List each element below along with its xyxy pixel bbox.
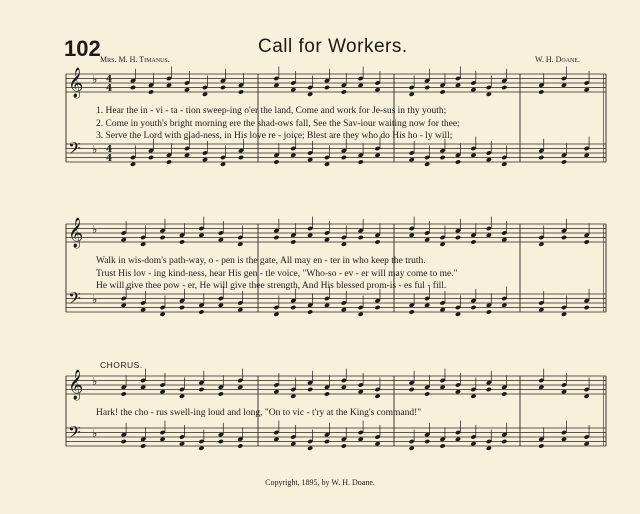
note-head: [324, 391, 330, 396]
note-head: [148, 89, 154, 94]
note-head: [358, 235, 364, 240]
verse-line: 1. Hear the in - vi - ta - tion sweep-ing o'er the land, Come and work for Je-sus in thy youth;: [96, 106, 447, 116]
note-head: [273, 159, 279, 164]
lyricist-credit: Mrs. M. H. Timanus.: [100, 55, 170, 64]
note-head: [324, 439, 330, 444]
note-head: [220, 85, 226, 90]
flat-icon: ♭: [92, 223, 98, 236]
bass-clef-icon: 𝄢: [68, 288, 81, 312]
note-head: [486, 387, 492, 392]
note-head: [159, 235, 165, 240]
note-head: [538, 89, 544, 94]
time-signature: 4: [106, 84, 113, 94]
note-head: [237, 443, 243, 448]
chorus-lyrics: [96, 407, 421, 420]
flat-icon: ♭: [92, 73, 98, 86]
note-head: [470, 305, 476, 310]
system-1-lyrics: [96, 105, 460, 143]
note-head: [341, 155, 347, 160]
verse-line: Walk in wis-dom's path-way, o - pen is the gate, All may en - ter in who keep the truth.: [96, 256, 426, 266]
note-head: [198, 309, 204, 314]
note-head: [538, 155, 544, 160]
note-head: [409, 387, 415, 392]
flat-icon: ♭: [92, 375, 98, 388]
note-head: [455, 235, 461, 240]
note-head: [307, 309, 313, 314]
note-head: [584, 305, 590, 310]
note-head: [121, 391, 127, 396]
note-head: [439, 89, 445, 94]
note-head: [501, 85, 507, 90]
note-head: [166, 159, 172, 164]
note-head: [561, 235, 567, 240]
note-head: [148, 155, 154, 160]
note-head: [140, 443, 146, 448]
hymn-title: Call for Workers.: [258, 36, 408, 57]
note-head: [130, 85, 136, 90]
bass-clef-icon: 𝄢: [68, 138, 81, 162]
verse-line: He will give thee pow - er, He will give thee strength, And His blessed prom-is - es ful - fill.: [96, 281, 447, 291]
note-head: [374, 239, 380, 244]
note-head: [290, 305, 296, 310]
note-head: [409, 309, 415, 314]
note-head: [273, 235, 279, 240]
flat-icon: ♭: [92, 293, 98, 306]
copyright-notice: Copyright, 1895, by W. H. Doane.: [265, 478, 375, 487]
verse-line: Trust His lov - ing kind-ness, hear His gen - tle voice, "Who-so - ev - er will may come to me.": [96, 268, 458, 279]
note-head: [470, 239, 476, 244]
note-head: [538, 443, 544, 448]
system-2-lyrics: [96, 255, 457, 293]
note-head: [439, 443, 445, 448]
verse-line: 3. Serve the Lord with glad-ness, in His love re - joice; Blest are they who do His ho - ly will;: [96, 131, 453, 141]
time-signature: 4: [106, 145, 113, 155]
bass-clef-icon: 𝄢: [68, 422, 81, 446]
note-head: [486, 309, 492, 314]
note-head: [439, 155, 445, 160]
note-head: [307, 387, 313, 392]
time-signature: 4: [106, 75, 113, 85]
note-head: [424, 439, 430, 444]
note-head: [584, 239, 590, 244]
treble-clef-icon: 𝄞: [68, 218, 84, 248]
note-head: [218, 439, 224, 444]
note-head: [455, 159, 461, 164]
note-head: [501, 391, 507, 396]
chorus-label: CHORUS.: [100, 360, 143, 370]
page-number: 102: [64, 36, 101, 61]
note-head: [561, 159, 567, 164]
treble-clef-icon: 𝄞: [68, 68, 84, 98]
time-signature: 4: [106, 154, 113, 164]
note-head: [179, 305, 185, 310]
flat-icon: ♭: [92, 427, 98, 440]
treble-clef-icon: 𝄞: [68, 370, 84, 400]
note-head: [501, 439, 507, 444]
note-head: [341, 443, 347, 448]
note-head: [374, 305, 380, 310]
note-head: [238, 155, 244, 160]
note-head: [358, 159, 364, 164]
note-head: [424, 391, 430, 396]
note-head: [324, 85, 330, 90]
verse-line: Hark! the cho - rus swell-ing loud and long, "On to vic - t'ry at the King's command!": [96, 408, 422, 418]
note-head: [341, 89, 347, 94]
note-head: [179, 239, 185, 244]
note-head: [290, 239, 296, 244]
note-head: [198, 387, 204, 392]
composer-credit: W. H. Doane.: [535, 55, 581, 64]
note-head: [121, 439, 127, 444]
note-head: [238, 89, 244, 94]
note-head: [218, 391, 224, 396]
note-head: [424, 85, 430, 90]
verse-line: 2. Come in youth's bright morning ere the shad-ows fall, See the Sav-iour waiting now for thee;: [96, 118, 460, 129]
flat-icon: ♭: [92, 143, 98, 156]
